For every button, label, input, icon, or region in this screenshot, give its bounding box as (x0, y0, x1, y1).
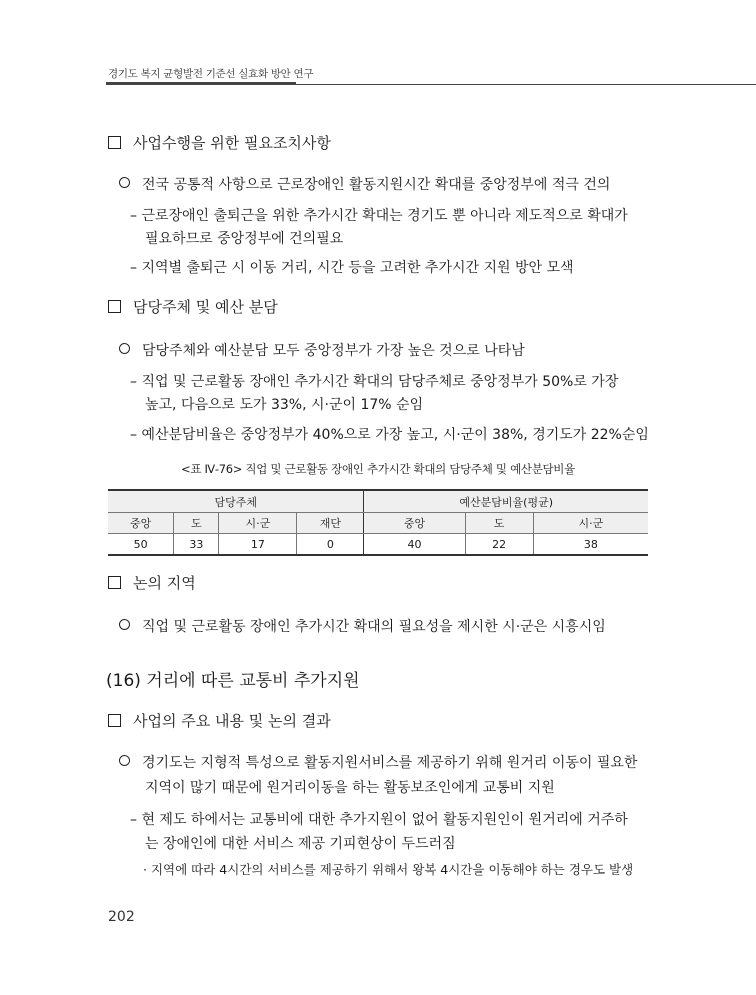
table-cell: 17 (219, 534, 297, 556)
dash-item-text: 직업 및 근로활동 장애인 추가시간 확대의 담당주체로 중앙정부가 50%로 가장 (141, 374, 619, 390)
section-heading-text: 담당주체 및 예산 분담 (133, 298, 278, 316)
dash-item-continuation: 는 장애인에 대한 서비스 제공 기피현상이 두드러짐 (145, 836, 456, 852)
circle-bullet-icon (119, 177, 130, 188)
running-header: 경기도 복지 균형발전 기준선 실효화 방안 연구 (108, 68, 314, 80)
table-group-header: 담당주체 (108, 490, 364, 513)
table-header-row (108, 513, 648, 534)
dot-marker: · (143, 862, 147, 877)
circle-bullet-icon (119, 619, 130, 630)
table-cell: 40 (364, 534, 465, 556)
dash-item (130, 205, 628, 225)
circle-item (119, 616, 606, 636)
section-heading-text: 사업의 주요 내용 및 논의 결과 (133, 712, 331, 730)
table-header-cell: 중앙 (108, 513, 174, 534)
budget-table (108, 489, 648, 556)
circle-item-text: 담당주체와 예산분담 모두 중앙정부가 가장 높은 것으로 나타남 (142, 343, 525, 359)
table-header-cell: 재단 (297, 513, 364, 534)
table-group-header: 예산분담비율(평균) (364, 490, 648, 513)
table-cell: 0 (297, 534, 364, 556)
section-heading (106, 572, 196, 593)
page-number: 202 (108, 909, 135, 925)
table-cell: 50 (108, 534, 174, 556)
dash-item-continuation: 높고, 다음으로 도가 33%, 시·군이 17% 순임 (145, 397, 424, 413)
table-cell: 33 (174, 534, 219, 556)
dash-item (130, 257, 574, 277)
dash-item (130, 424, 649, 444)
circle-item-text: 직업 및 근로활동 장애인 추가시간 확대의 필요성을 제시한 시·군은 시흥시임 (142, 619, 606, 635)
square-bullet-icon (108, 714, 121, 727)
section-heading (106, 296, 278, 317)
circle-item (119, 340, 525, 360)
circle-item (119, 752, 637, 772)
section-heading-text: 사업수행을 위한 필요조치사항 (133, 134, 331, 152)
table-cell: 22 (465, 534, 533, 556)
dash-marker: – (130, 374, 137, 390)
dot-item (143, 860, 633, 878)
dash-item-text: 현 제도 하에서는 교통비에 대한 추가지원이 없어 활동지원인이 원거리에 거주하 (141, 812, 628, 828)
circle-item-text: 경기도는 지형적 특성으로 활동지원서비스를 제공하기 위해 원거리 이동이 필요한 (142, 755, 638, 771)
square-bullet-icon (108, 300, 121, 313)
dash-item (130, 809, 628, 829)
square-bullet-icon (108, 576, 121, 589)
dash-marker: – (130, 812, 137, 828)
dash-item (130, 371, 618, 391)
circle-item-text: 전국 공통적 사항으로 근로장애인 활동지원시간 확대를 중앙정부에 적극 건의 (142, 177, 611, 193)
dash-item-text: 근로장애인 출퇴근을 위한 추가시간 확대는 경기도 뿐 아니라 제도적으로 확대가 (141, 208, 628, 224)
dash-item-text: 지역별 출퇴근 시 이동 거리, 시간 등을 고려한 추가시간 지원 방안 모색 (141, 260, 574, 276)
dash-marker: – (130, 427, 137, 443)
table-cell: 38 (533, 534, 648, 556)
table-header-cell: 중앙 (364, 513, 465, 534)
dash-item-text: 예산분담비율은 중앙정부가 40%으로 가장 높고, 시·군이 38%, 경기도가 22%순임 (141, 427, 649, 443)
dash-marker: – (130, 208, 137, 224)
square-bullet-icon (108, 136, 121, 149)
table-header-cell: 시·군 (533, 513, 648, 534)
table-group-header-row (108, 490, 648, 513)
section-heading (106, 710, 331, 731)
circle-bullet-icon (119, 343, 130, 354)
circle-item (119, 174, 610, 194)
dash-marker: – (130, 260, 137, 276)
table-caption: <표 Ⅳ-76> 직업 및 근로활동 장애인 추가시간 확대의 담당주체 및 예산분담비율 (181, 462, 575, 476)
circle-item-continuation: 지역이 많기 때문에 원거리이동을 하는 활동보조인에게 교통비 지원 (145, 780, 555, 796)
header-rule (106, 84, 756, 85)
section-heading-text: 논의 지역 (133, 574, 196, 592)
table-header-cell: 도 (174, 513, 219, 534)
table-row (108, 534, 648, 556)
table-header-cell: 도 (465, 513, 533, 534)
circle-bullet-icon (119, 755, 130, 766)
dot-item-text: 지역에 따라 4시간의 서비스를 제공하기 위해서 왕복 4시간을 이동해야 하는 경우도 발생 (150, 862, 634, 877)
section-heading (106, 132, 331, 153)
table-header-cell: 시·군 (219, 513, 297, 534)
subsection-heading: (16) 거리에 따른 교통비 추가지원 (106, 671, 360, 691)
dash-item-continuation: 필요하므로 중앙정부에 건의필요 (145, 231, 344, 247)
